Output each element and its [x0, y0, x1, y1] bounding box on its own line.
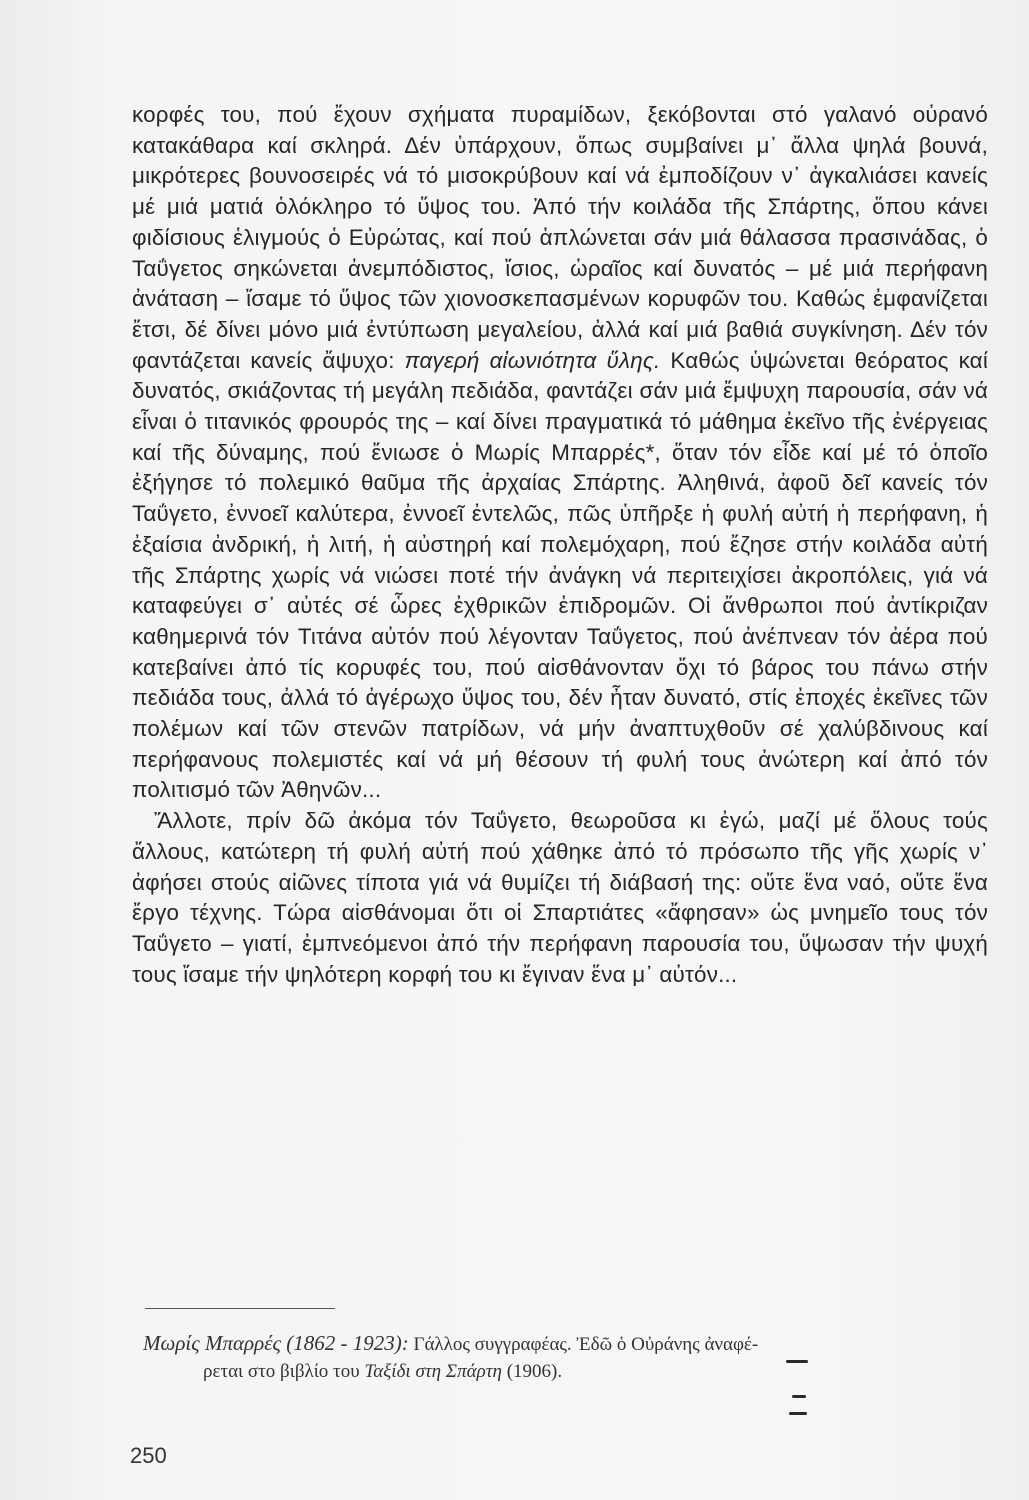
footnote-line-1 — [143, 1330, 988, 1358]
ink-mark — [786, 1360, 808, 1363]
footnote-year: (1906). — [506, 1361, 563, 1382]
footnote-text-start: Γάλλος συγγραφέας. Ἐδῶ ὁ Οὐράνης ἀναφέ- — [413, 1334, 759, 1355]
paragraph-1-start: κορφές του, πού ἔχουν σχήματα πυραμίδων, ξεκόβονται στό γαλανό οὐρανό κατακάθαρα καί σκληρά. Δέν ὑπάρχουν, ὅπως συμβαίνει μ᾽ ἄλλα ψηλά βουνά, μικρότερες βουνοσειρές νά τό μισοκρύβουν καί νά ἐμποδίζουν ν᾽ ἀγκαλιάσει κανείς μέ μιά ματιά ὁλόκληρο τό ὕψος του. Ἀπό τήν κοιλάδα τῆς Σπάρτης, ὅπου κάνει φιδίσιους ἑλιγμούς ὁ Εὐρώτας, καί πού ἁπλώνεται σάν μιά θάλασσα πρασινάδας, ὁ Ταΰγετος σηκώνεται ἀνεμπόδιστος, ἴσιος, ὡραῖος καί δυνατός – μέ μιά περήφανη ἀνάταση – ἴσαμε τό ὕψος τῶν χιονοσκεπασμένων κορυφῶν του. Καθώς ἐμφανίζεται ἔτσι, δέ δίνει μόνο μιά ἐντύπωση μεγαλείου, ἀλλά καί μιά βαθιά συγκίνηση. Δέν τόν φαντάζεται κανείς ἄψυχο: — [132, 102, 988, 373]
paragraph-1 — [132, 100, 988, 806]
paragraph-2: Ἄλλοτε, πρίν δῶ ἀκόμα τόν Ταΰγετο, θεωροῦσα κι ἐγώ, μαζί μέ ὅλους τούς ἄλλους, κατώτερη τή φυλή αὐτή πού χάθηκε ἀπό τό πρόσωπο τῆς γῆς χωρίς ν᾽ ἀφήσει στούς αἰῶνες τίποτα γιά νά θυμίζει τή διάβασή της: οὔτε ἕνα ναό, οὔτε ἕνα ἔργο τέχνης. Τώρα αἰσθάνομαι ὅτι οἱ Σπαρτιάτες «ἄφησαν» ὡς μνημεῖο τους τόν Ταΰγετο – γιατί, ἐμπνεόμενοι ἀπό τήν περήφανη παρουσία του, ὕψωσαν τήν ψυχή τους ἴσαμε τήν ψηλότερη κορφή του κι ἔγιναν ἕνα μ᾽ αὐτόν... — [132, 808, 988, 987]
italic-phrase: παγερή αἰωνιότητα ὕλης. — [404, 347, 661, 373]
paragraph-1-end: Καθώς ὑψώνεται θεόρατος καί δυνατός, σκιάζοντας τή μεγάλη πεδιάδα, φαντάζει σάν μιά ἔμψυχη παρουσία, σάν νά εἶναι ὁ τιτανικός φρουρός της – καί δίνει πραγματικά τό μάθημα ἐκεῖνο τῆς ἐνέργειας καί τῆς δύναμης, πού ἔνιωσε ὁ Μωρίς Μπαρρές*, ὅταν τόν εἶδε καί μέ τό ὁποῖο ἐξήγησε τό πολεμικό θαῦμα τῆς ἀρχαίας Σπάρτης. Ἀληθινά, ἀφοῦ δεῖ κανείς τόν Ταΰγετο, ἐννοεῖ καλύτερα, ἐννοεῖ ἐντελῶς, πῶς ὑπῆρξε ἡ φυλή αὐτή ἡ περήφανη, ἡ ἐξαίσια ἀνδρική, ἡ λιτή, ἡ αὐστηρή καί πολεμόχαρη, πού ἔζησε στήν κοιλάδα αὐτή τῆς Σπάρτης χωρίς νά νιώσει ποτέ τήν ἀνάγκη νά περιτειχίσει ἀκροπόλεις, γιά νά καταφεύγει σ᾽ αὐτές σέ ὧρες ἐχθρικῶν ἐπιδρομῶν. Οἱ ἄνθρωποι πού ἀντίκριζαν καθημερινά τόν Τιτάνα αὐτόν πού λέγονταν Ταΰγετος, πού ἀνέπνεαν τόν ἀέρα πού κατεβαίνει ἀπό τίς κορυφές του, πού αἰσθάνονταν ὄχι τό βάρος του πάνω στήν πεδιάδα τους, ἀλλά τό ἀγέρωχο ὕψος του, δέν ἦταν δυνατό, στίς ἐποχές ἐκεῖνες τῶν πολέμων καί τῶν στενῶν πατρίδων, νά μήν ἀναπτυχθοῦν σέ χαλύβδινους καί περήφανους πολεμιστές καί νά μή θέσουν τή φυλή τους ἀνώτερη καί ἀπό τόν πολιτισμό τῶν Ἀθηνῶν... — [132, 347, 989, 803]
body-text — [132, 100, 988, 990]
footnote-divider — [145, 1308, 335, 1309]
footnote-book-title: Ταξίδι στη Σπάρτη — [364, 1361, 502, 1382]
footnote-author: Μωρίς Μπαρρές (1862 - 1923): — [143, 1331, 409, 1355]
footnote-line-2 — [143, 1358, 988, 1385]
footnote-text-continued: ρεται στο βιβλίο του — [203, 1361, 360, 1382]
page-number: 250 — [130, 1443, 167, 1468]
footnote — [143, 1330, 988, 1385]
ink-mark — [789, 1412, 807, 1415]
ink-mark — [792, 1395, 806, 1398]
